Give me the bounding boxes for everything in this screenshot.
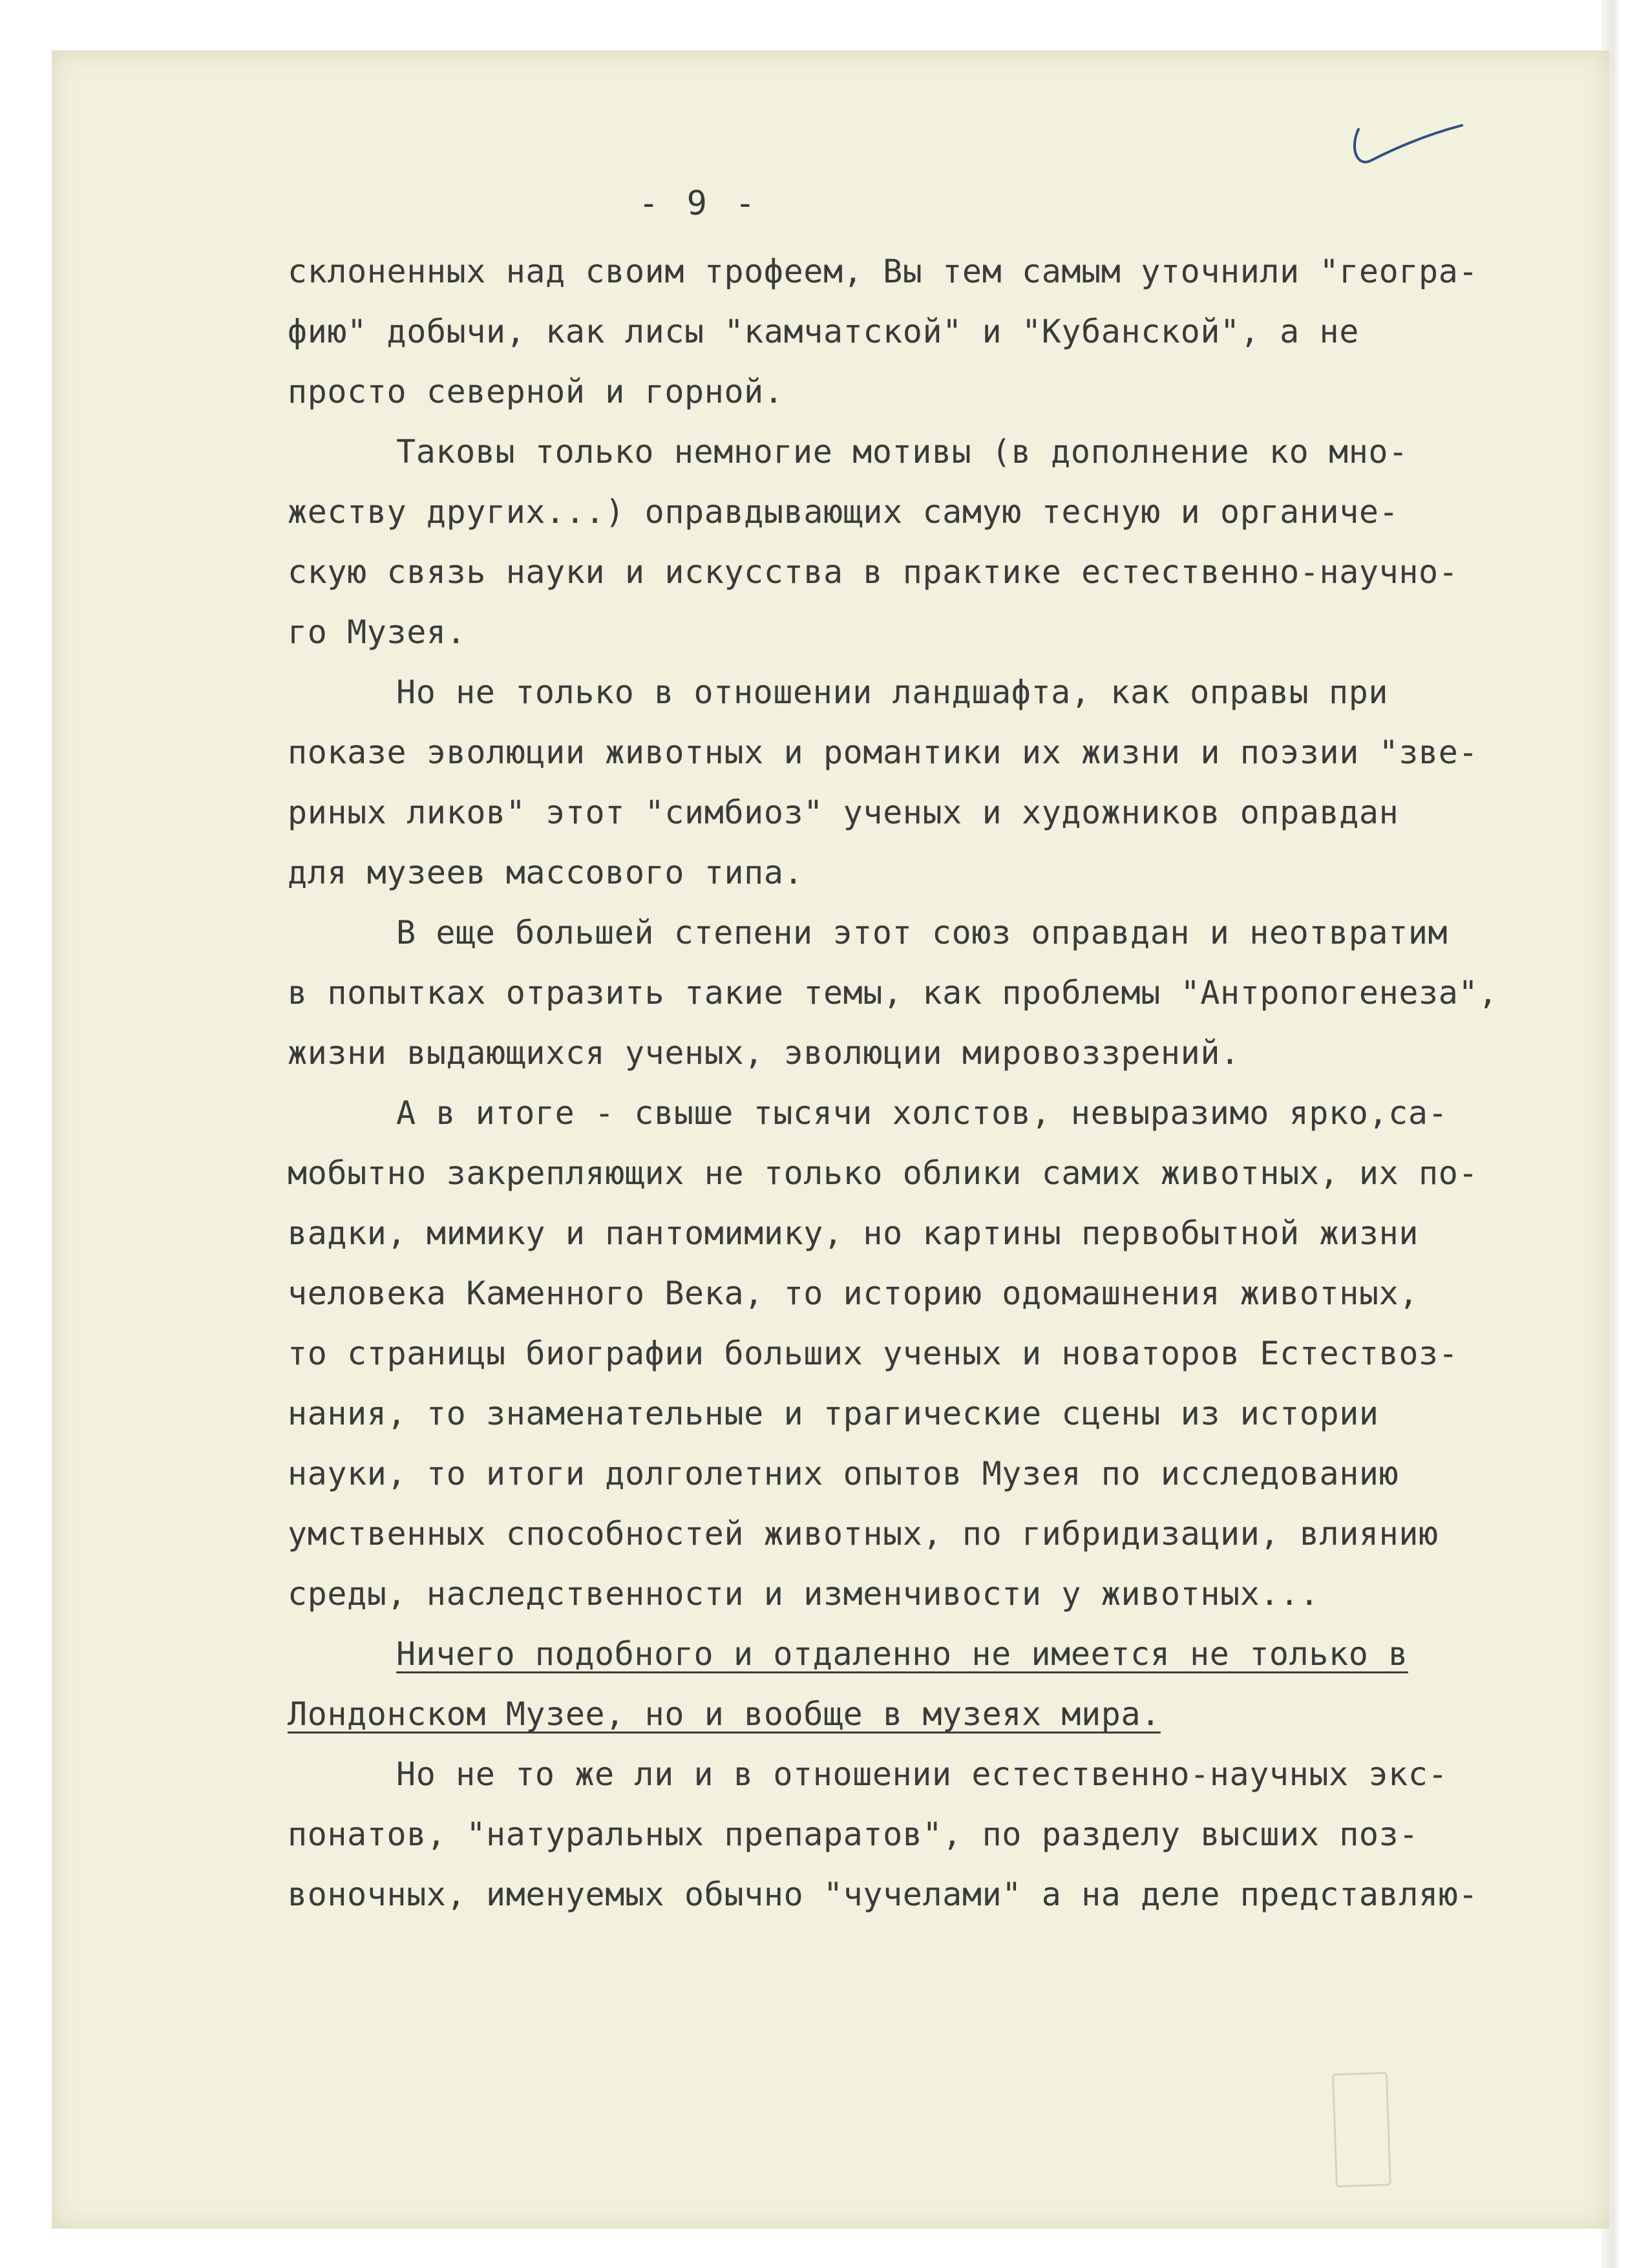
- line-text: риных ликов" этот "симбиоз" ученых и художников оправдан: [288, 794, 1399, 831]
- document-body: [288, 242, 1600, 1925]
- paragraph: [288, 1744, 1600, 1925]
- page-number: - 9 -: [639, 184, 759, 223]
- paragraph: [288, 422, 1600, 662]
- line-text: просто северной и горной.: [288, 373, 784, 410]
- line-text: го Музея.: [288, 613, 467, 651]
- line-text: воночных, именуемых обычно "чучелами" а на деле представляю-: [288, 1876, 1479, 1913]
- paragraph: [288, 242, 1600, 422]
- line-text: умственных способностей животных, по гибридизации, влиянию: [288, 1515, 1439, 1553]
- line-text: скую связь науки и искусства в практике естественно-научно-: [288, 553, 1459, 591]
- line-text: Ничего подобного и отдаленно не имеется не только в: [396, 1635, 1408, 1673]
- text-line: [288, 1324, 1600, 1384]
- line-text: В еще большей степени этот союз оправдан и неотвратим: [396, 914, 1448, 951]
- text-line: [288, 723, 1600, 783]
- line-text: Лондонском Музее, но и вообще в музеях мира.: [288, 1695, 1161, 1733]
- line-text: жеству других...) оправдывающих самую тесную и органиче-: [288, 493, 1399, 531]
- text-line: [288, 1504, 1600, 1564]
- text-line: [288, 1143, 1600, 1203]
- text-line: [288, 482, 1600, 542]
- text-line: [288, 903, 1600, 963]
- text-line: [288, 963, 1600, 1023]
- line-text: склоненных над своим трофеем, Вы тем самым уточнили "геогра-: [288, 253, 1479, 290]
- line-text: Но не только в отношении ландшафта, как оправы при: [396, 673, 1389, 711]
- line-text: человека Каменного Века, то историю одомашнения животных,: [288, 1275, 1419, 1312]
- text-line: [288, 783, 1600, 843]
- text-line: [288, 1744, 1600, 1805]
- line-text: показе эволюции животных и романтики их жизни и поэзии "зве-: [288, 734, 1479, 771]
- line-text: Таковы только немногие мотивы (в дополнение ко мно-: [396, 433, 1408, 471]
- line-text: в попытках отразить такие темы, как проблемы "Антропогенеза",: [288, 974, 1498, 1012]
- text-line: [288, 1865, 1600, 1925]
- line-text: науки, то итоги долголетних опытов Музея по исследованию: [288, 1455, 1399, 1492]
- text-line: [288, 1384, 1600, 1444]
- line-text: нания, то знаменательные и трагические сцены из истории: [288, 1395, 1379, 1432]
- text-line: [288, 1564, 1600, 1624]
- line-text: фию" добычи, как лисы "камчатской" и "Кубанской", а не: [288, 313, 1359, 350]
- text-line: [288, 602, 1600, 662]
- paragraph: [288, 903, 1600, 1083]
- line-text: среды, наследственности и изменчивости у животных...: [288, 1575, 1320, 1613]
- text-line: [288, 1264, 1600, 1324]
- text-line: [288, 362, 1600, 422]
- text-line: [288, 302, 1600, 362]
- text-line: [288, 1083, 1600, 1143]
- text-line: [288, 1684, 1600, 1744]
- text-line: [288, 1444, 1600, 1504]
- paragraph: [288, 1083, 1600, 1624]
- line-text: то страницы биографии больших ученых и новаторов Естествоз-: [288, 1335, 1459, 1372]
- text-line: [288, 422, 1600, 482]
- line-text: для музеев массового типа.: [288, 854, 804, 891]
- text-line: [288, 662, 1600, 723]
- text-line: [288, 1023, 1600, 1083]
- text-line: [288, 1203, 1600, 1264]
- line-text: Но не то же ли и в отношении естественно-научных экс-: [396, 1755, 1448, 1793]
- text-line: [288, 242, 1600, 302]
- text-line: [288, 1805, 1600, 1865]
- underlined-paragraph: [288, 1624, 1600, 1744]
- text-line: [288, 843, 1600, 903]
- line-text: А в итоге - свыше тысячи холстов, невыразимо ярко,са-: [396, 1094, 1448, 1132]
- text-line: [288, 542, 1600, 602]
- line-text: жизни выдающихся ученых, эволюции мировоззрений.: [288, 1034, 1240, 1072]
- line-text: мобытно закрепляющих не только облики самих животных, их по-: [288, 1154, 1479, 1192]
- paragraph: [288, 662, 1600, 903]
- stamp-frame: [1332, 2072, 1391, 2188]
- line-text: понатов, "натуральных препаратов", по разделу высших поз-: [288, 1816, 1419, 1853]
- archive-stamp: [1220, 2072, 1391, 2194]
- line-text: вадки, мимику и пантомимику, но картины первобытной жизни: [288, 1214, 1419, 1252]
- handwritten-check-icon: [1344, 123, 1467, 200]
- text-line: [288, 1624, 1600, 1684]
